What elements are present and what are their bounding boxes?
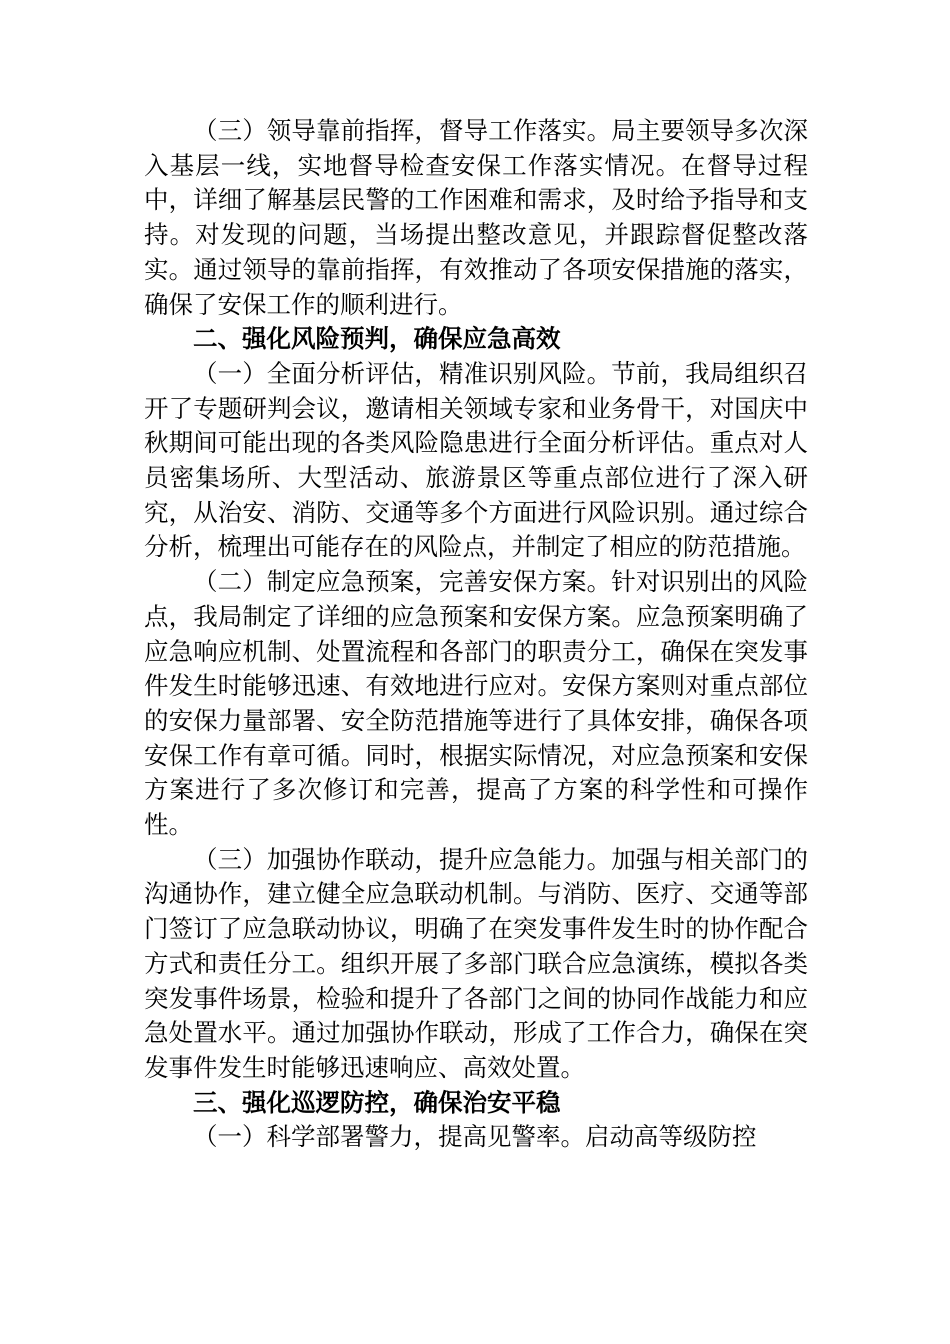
paragraph-coordination: （三）加强协作联动，提升应急能力。加强与相关部门的沟通协作，建立健全应急联动机制。与消防、医疗、交通等部门签订了应急联动协议，明确了在突发事件发生时的协作配合方式和责任分工。组织开展了多部门联合应急演练，模拟各类突发事件场景，检验和提升了各部门之间的协同作战能力和应急处置水平。通过加强协作联动，形成了工作合力，确保在突发事件发生时能够迅速响应、高效处置。 — [144, 844, 808, 1082]
paragraph-emergency-plan: （二）制定应急预案，完善安保方案。针对识别出的风险点，我局制定了详细的应急预案和安保方案。应急预案明确了应急响应机制、处置流程和各部门的职责分工，确保在突发事件发生时能够迅速、有效地进行应对。安保方案则对重点部位的安保力量部署、安全防范措施等进行了具体安排，确保各项安保工作有章可循。同时，根据实际情况，对应急预案和安保方案进行了多次修订和完善，提高了方案的科学性和可操作性。 — [144, 567, 808, 840]
paragraph-risk-analysis: （一）全面分析评估，精准识别风险。节前，我局组织召开了专题研判会议，邀请相关领域专家和业务骨干，对国庆中秋期间可能出现的各类风险隐患进行全面分析评估。重点对人员密集场所、大型活动、旅游景区等重点部位进行了深入研究，从治安、消防、交通等多个方面进行风险识别。通过综合分析，梳理出可能存在的风险点，并制定了相应的防范措施。 — [144, 358, 808, 562]
paragraph-police-deployment: （一）科学部署警力，提高见警率。启动高等级防控 — [193, 1122, 757, 1152]
section-heading-patrol-control: 三、强化巡逻防控，确保治安平稳 — [193, 1087, 561, 1117]
document-body — [144, 114, 808, 1155]
paragraph-leadership-supervision: （三）领导靠前指挥，督导工作落实。局主要领导多次深入基层一线，实地督导检查安保工作落实情况。在督导过程中，详细了解基层民警的工作困难和需求，及时给予指导和支持。对发现的问题，当场提出整改意见，并跟踪督促整改落实。通过领导的靠前指挥，有效推动了各项安保措施的落实，确保了安保工作的顺利进行。 — [144, 116, 808, 319]
section-heading-risk-assessment: 二、强化风险预判，确保应急高效 — [193, 324, 561, 354]
